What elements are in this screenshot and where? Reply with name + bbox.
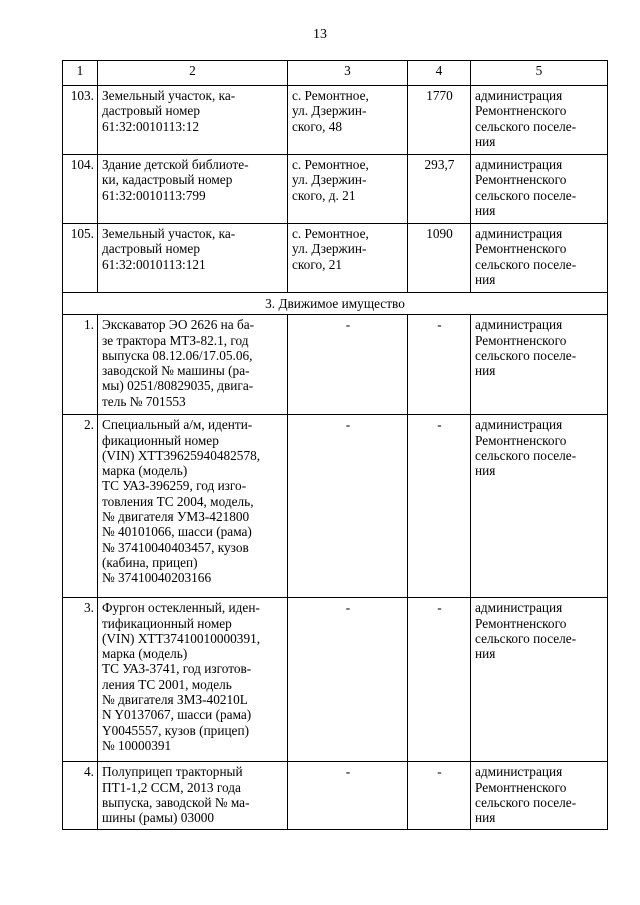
table-row	[63, 224, 608, 293]
page-number: 13	[313, 27, 327, 42]
table-row	[63, 315, 608, 415]
row-number: 3.	[63, 598, 98, 762]
property-name: Полуприцеп тракторный ПТ1-1,2 ССМ, 2013 года выпуска, заводской № ма- шины (рамы) 03000	[98, 762, 288, 830]
column-header-5: 5	[471, 61, 608, 86]
table-row	[63, 155, 608, 224]
property-address: -	[288, 415, 408, 598]
table-row	[63, 415, 608, 598]
section-title: 3. Движимое имущество	[63, 293, 608, 315]
property-area: -	[408, 762, 471, 830]
property-address: -	[288, 762, 408, 830]
row-number: 2.	[63, 415, 98, 598]
property-address: с. Ремонтное, ул. Дзержин- ского, 21	[288, 224, 408, 293]
property-area: -	[408, 415, 471, 598]
property-area: 1090	[408, 224, 471, 293]
row-number: 104.	[63, 155, 98, 224]
property-area: -	[408, 315, 471, 415]
property-address: -	[288, 315, 408, 415]
property-holder: администрация Ремонтненского сельского поселе- ния	[471, 415, 608, 598]
property-area: 1770	[408, 86, 471, 155]
property-holder: администрация Ремонтненского сельского поселе- ния	[471, 155, 608, 224]
property-address: -	[288, 598, 408, 762]
property-registry-table	[62, 60, 608, 830]
property-name: Специальный а/м, иденти- фикационный номер (VIN) XTT39625940482578, марка (модель) ТС УАЗ-396259, год изго- товления ТС 2004, модель, № двигателя УМЗ-421800 № 40101066, шасси (рама) № 37410040403457, кузов (кабина, прицеп) № 37410040203166	[98, 415, 288, 598]
property-holder: администрация Ремонтненского сельского поселе- ния	[471, 762, 608, 830]
property-address: с. Ремонтное, ул. Дзержин- ского, д. 21	[288, 155, 408, 224]
registry-table-body	[63, 61, 608, 830]
column-header-2: 2	[98, 61, 288, 86]
table-row	[63, 86, 608, 155]
row-number: 103.	[63, 86, 98, 155]
section-header-row	[63, 293, 608, 315]
property-name: Экскаватор ЭО 2626 на ба- зе трактора МТЗ-82.1, год выпуска 08.12.06/17.05.06, заводской № машины (ра- мы) 0251/80829035, двига- тель № 701553	[98, 315, 288, 415]
property-name: Земельный участок, ка- дастровый номер 61:32:0010113:121	[98, 224, 288, 293]
row-number: 105.	[63, 224, 98, 293]
property-holder: администрация Ремонтненского сельского поселе- ния	[471, 224, 608, 293]
property-address: с. Ремонтное, ул. Дзержин- ского, 48	[288, 86, 408, 155]
property-holder: администрация Ремонтненского сельского поселе- ния	[471, 598, 608, 762]
column-header-1: 1	[63, 61, 98, 86]
property-name: Фургон остекленный, иден- тификационный номер (VIN) XTT37410010000391, марка (модель) ТС УАЗ-3741, год изготов- ления ТС 2001, модель № двигателя ЗМЗ-40210L N Y0137067, шасси (рама) Y0045557, кузов (прицеп) № 10000391	[98, 598, 288, 762]
table-row	[63, 762, 608, 830]
property-holder: администрация Ремонтненского сельского поселе- ния	[471, 315, 608, 415]
row-number: 1.	[63, 315, 98, 415]
column-header-3: 3	[288, 61, 408, 86]
property-name: Земельный участок, ка- дастровый номер 61:32:0010113:12	[98, 86, 288, 155]
column-number-header-row	[63, 61, 608, 86]
property-name: Здание детской библиоте- ки, кадастровый номер 61:32:0010113:799	[98, 155, 288, 224]
property-area: 293,7	[408, 155, 471, 224]
row-number: 4.	[63, 762, 98, 830]
table-row	[63, 598, 608, 762]
column-header-4: 4	[408, 61, 471, 86]
property-holder: администрация Ремонтненского сельского поселе- ния	[471, 86, 608, 155]
property-area: -	[408, 598, 471, 762]
